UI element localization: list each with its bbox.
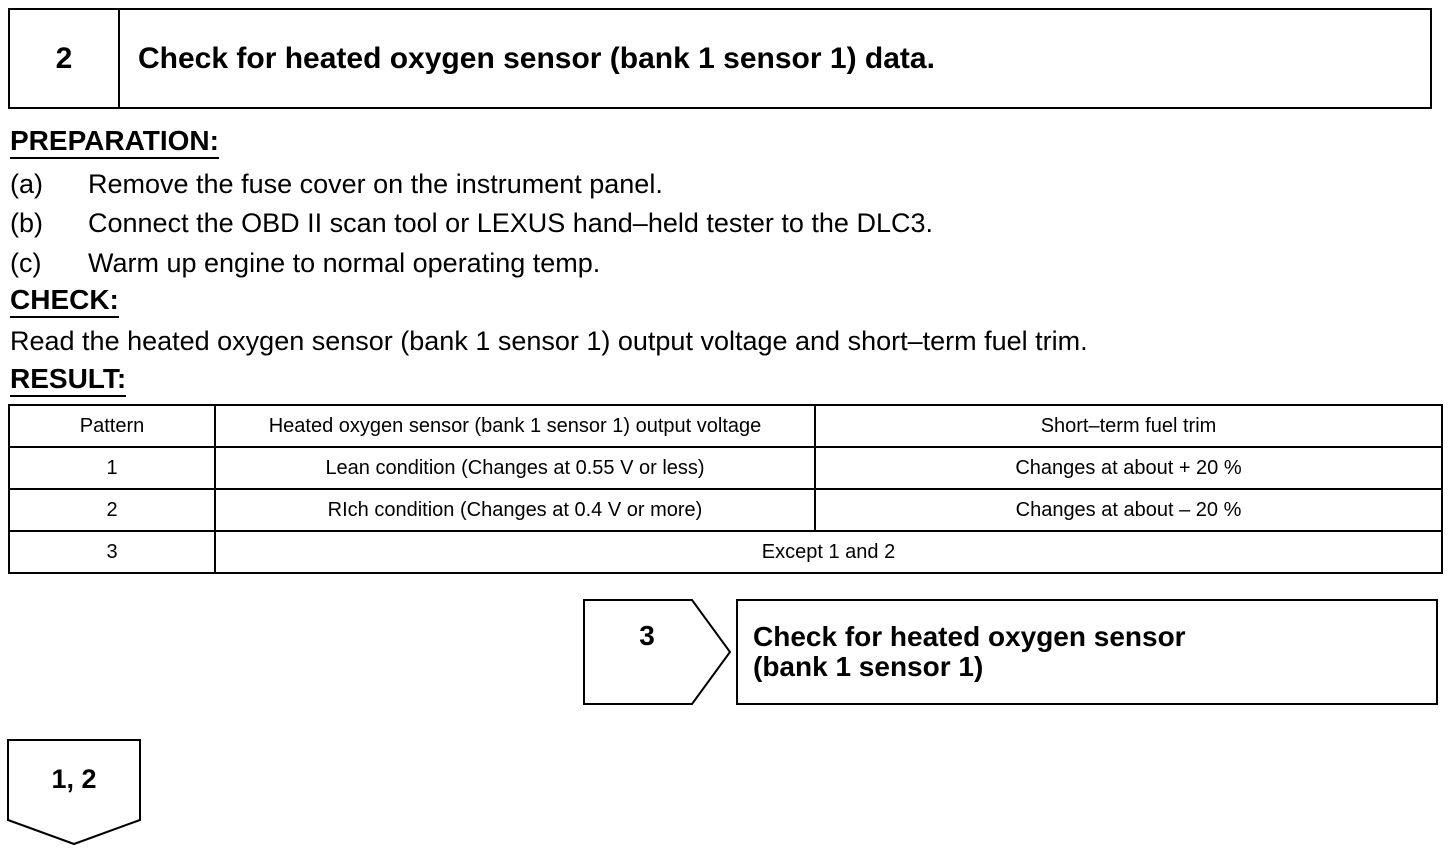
list-text: Remove the fuse cover on the instrument panel. [88,169,663,199]
column-header: Short–term fuel trim [815,405,1442,447]
voltage-cell: RIch condition (Changes at 0.4 V or more) [215,489,815,531]
list-text: Connect the OBD II scan tool or LEXUS hand–held tester to the DLC3. [88,208,933,238]
branch-12-label: 1, 2 [51,764,97,794]
check-heading: CHECK: [10,285,119,318]
check-text: Read the heated oxygen sensor (bank 1 sensor 1) output voltage and short–term fuel trim. [10,326,1088,356]
branch-arrow-right [584,600,730,704]
step-title: Check for heated oxygen sensor (bank 1 sensor 1) data. [138,41,935,75]
column-header: Heated oxygen sensor (bank 1 sensor 1) output voltage [215,405,815,447]
pattern-cell: 3 [9,531,215,573]
list-text: Warm up engine to normal operating temp. [88,248,601,278]
list-marker: (c) [10,248,42,278]
result-heading: RESULT: [10,364,126,397]
next-step-line: (bank 1 sensor 1) [753,651,984,682]
preparation-heading: PREPARATION: [10,126,219,159]
column-header: Pattern [9,405,215,447]
trim-cell: Changes at about – 20 % [815,489,1442,531]
voltage-cell: Lean condition (Changes at 0.55 V or less) [215,447,815,489]
trim-cell: Changes at about + 20 % [815,447,1442,489]
list-marker: (a) [10,169,43,199]
list-marker: (b) [10,208,43,238]
pattern-cell: 1 [9,447,215,489]
next-step-title [753,622,1186,682]
step-number: 2 [10,10,120,107]
pattern-cell: 2 [9,489,215,531]
merged-cell: Except 1 and 2 [215,531,1442,573]
branch-3-label: 3 [639,620,655,651]
next-step-line: Check for heated oxygen sensor [753,621,1186,652]
